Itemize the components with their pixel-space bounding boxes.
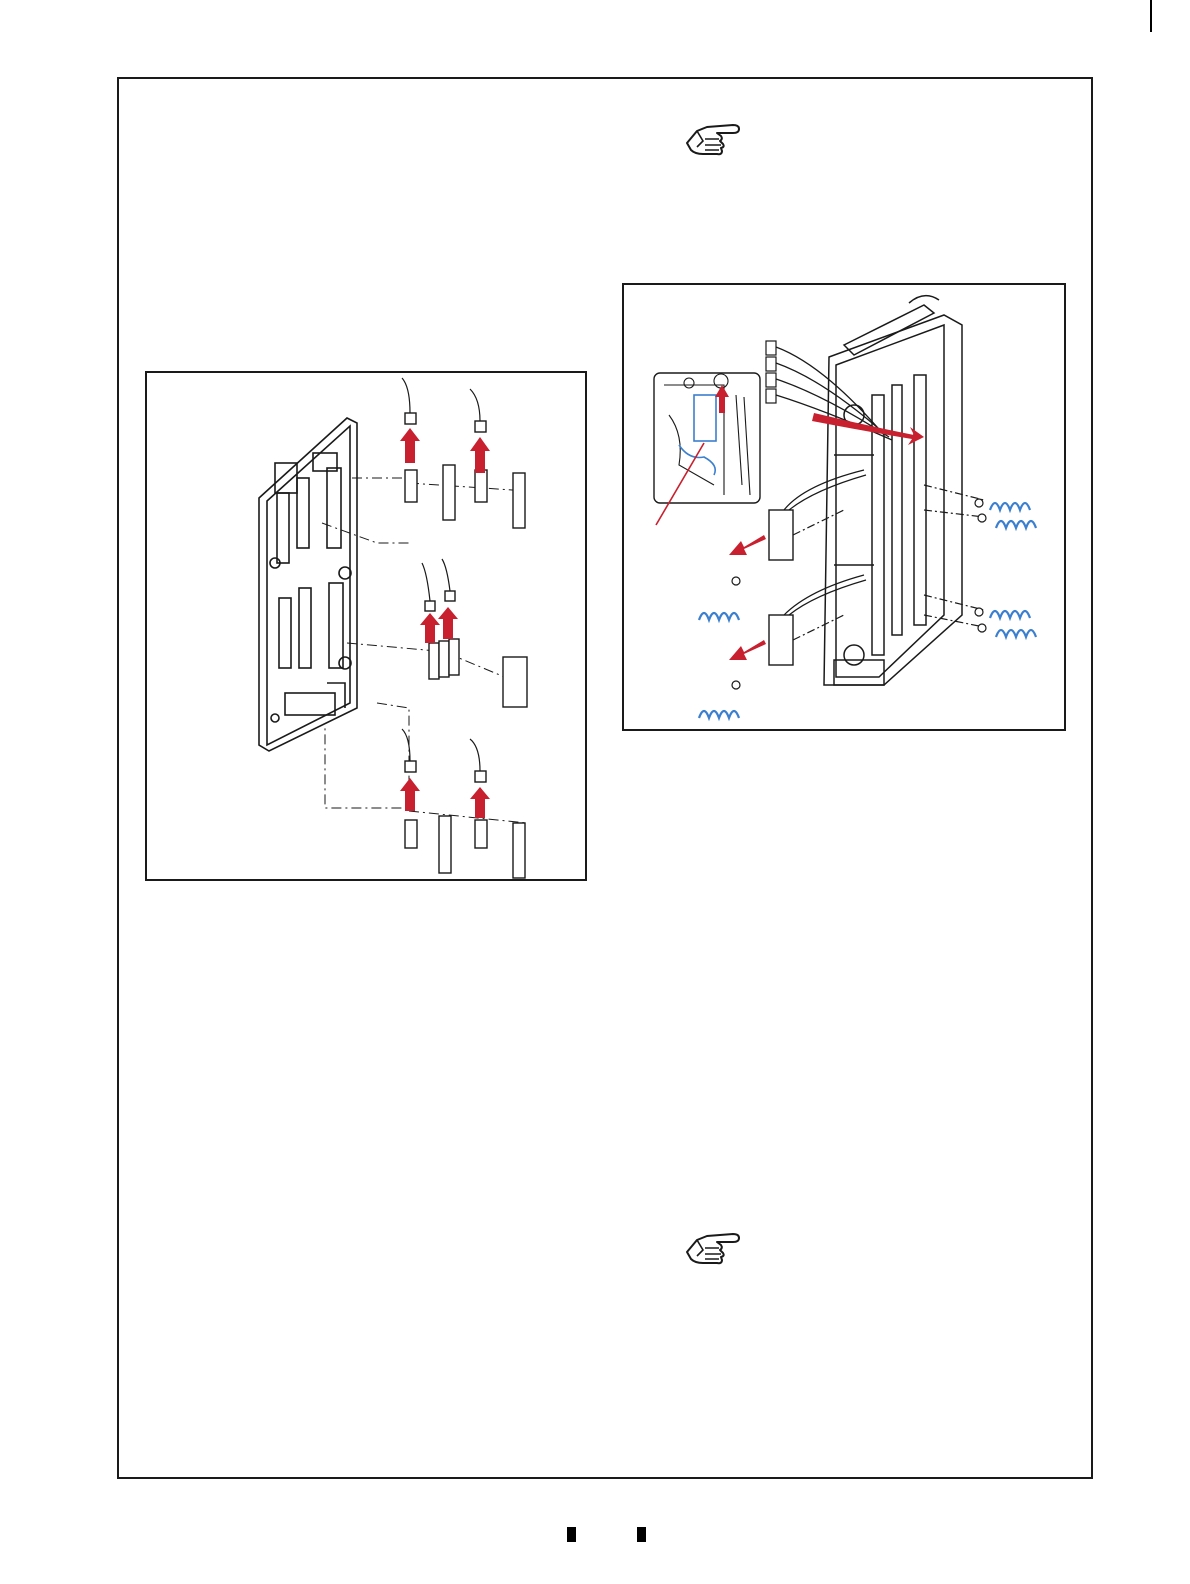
figure-sensor-board [145,371,587,881]
footer-mark [567,1527,576,1542]
figure-mechanism-assembly [622,283,1066,731]
pointing-hand-icon [683,117,743,157]
exploded-sensor-board-diagram [147,373,589,883]
footer-mark [637,1527,646,1542]
pointing-hand-icon [683,1226,743,1266]
crop-mark [1150,0,1152,32]
coin-mechanism-assembly-diagram [624,285,1068,733]
